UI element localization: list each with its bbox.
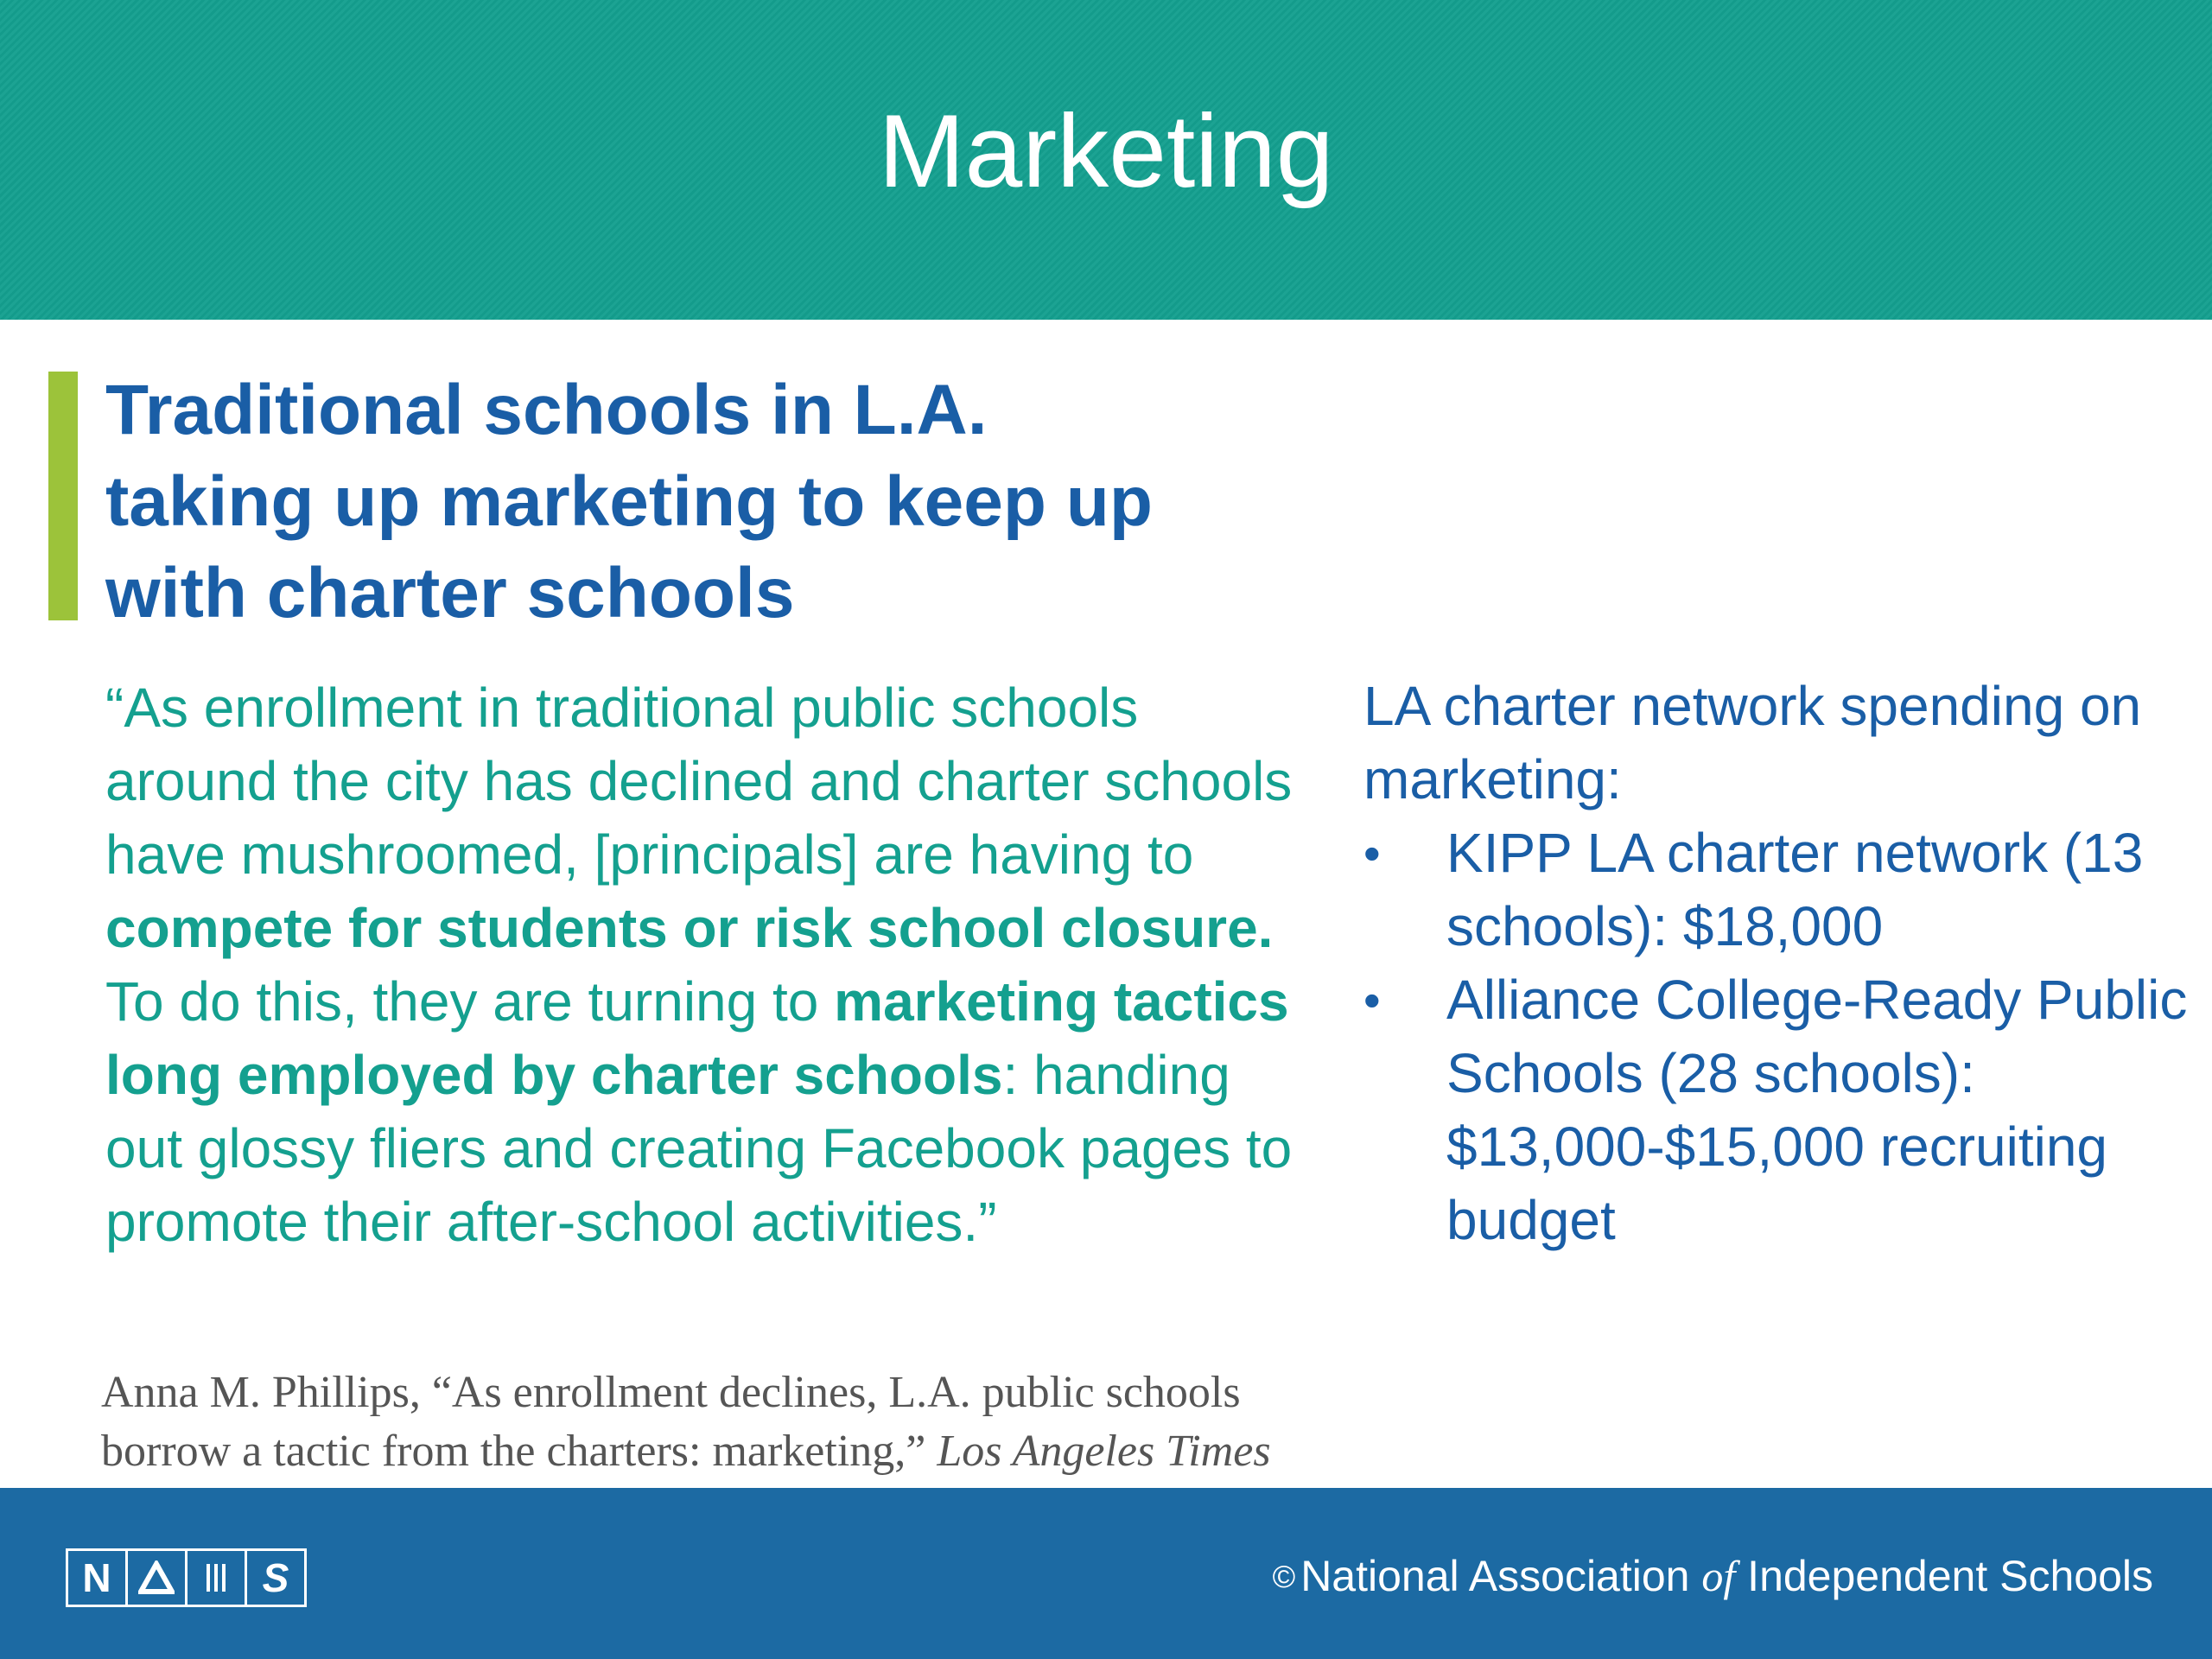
list-item: [1363, 963, 2193, 1257]
accent-bar: [48, 372, 78, 620]
spending-list: [1363, 817, 2193, 1257]
org-name-of: of: [1701, 1552, 1736, 1600]
org-name-part-1: National Association: [1300, 1552, 1702, 1600]
bullet-icon: •: [1363, 973, 1381, 1027]
spending-item-alliance: Alliance College-Ready Public Schools (28 schools): $13,000-$15,000 recruiting budget: [1446, 969, 2188, 1251]
nais-logo: [66, 1548, 307, 1607]
citation-line-2: borrow a tactic from the charters: marketing,”: [101, 1427, 938, 1476]
list-item: [1363, 817, 2193, 963]
quote-part-2: To do this, they are turning to: [105, 970, 835, 1033]
spending-section: [1363, 670, 2193, 1257]
bullet-icon: •: [1363, 826, 1381, 880]
logo-lines-icon: [203, 1560, 229, 1595]
quote-bold-2: marketing tactics long employed by charter schools: [105, 970, 1289, 1106]
citation: [101, 1363, 1622, 1481]
logo-cell-s: [247, 1551, 304, 1605]
citation-source: Los Angeles Times: [937, 1427, 1271, 1476]
quote-part-3: : handing out glossy fliers and creating Facebook pages to promote their after-school activities.”: [105, 1044, 1293, 1253]
logo-cell-i: [188, 1551, 245, 1605]
logo-cell-n: [68, 1551, 125, 1605]
subheading-line-1: Traditional schools in L.A.: [105, 371, 988, 449]
quote-text: [105, 671, 1315, 1259]
logo-letter-n: N: [82, 1555, 111, 1600]
org-name-part-2: Independent Schools: [1735, 1552, 2153, 1600]
logo-triangle-icon: [138, 1560, 175, 1595]
copyright-notice: [1273, 1549, 2153, 1604]
citation-line-1: Anna M. Phillips, “As enrollment declines, L.A. public schools: [101, 1368, 1241, 1417]
quote-part-1: “As enrollment in traditional public schools around the city has declined and charter schools have mushroomed, [principals] are having to: [105, 677, 1293, 886]
header-band: [0, 0, 2212, 320]
logo-letter-s: S: [262, 1555, 289, 1600]
spending-intro: LA charter network spending on marketing:: [1363, 675, 2142, 810]
logo-cell-a: [128, 1551, 185, 1605]
slide-title: Marketing: [878, 93, 1334, 209]
copyright-icon: ©: [1272, 1559, 1296, 1594]
subheading-line-3: with charter schools: [105, 554, 795, 632]
subheading-line-2: taking up marketing to keep up: [105, 462, 1153, 541]
quote-bold-1: compete for students or risk school closure.: [105, 897, 1274, 959]
subheading: [105, 365, 1298, 639]
spending-item-kipp: KIPP LA charter network (13 schools): $18,000: [1446, 822, 2144, 957]
